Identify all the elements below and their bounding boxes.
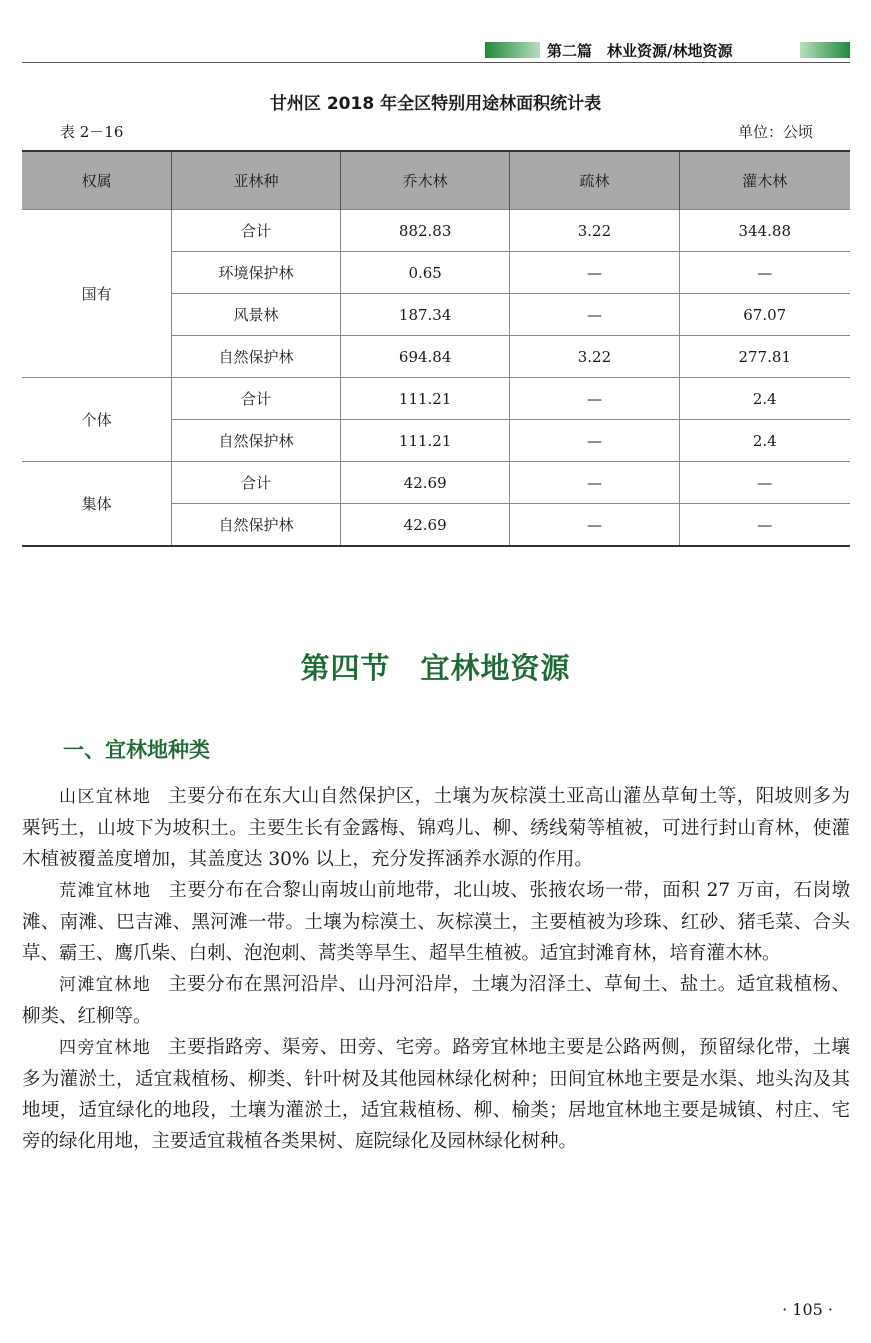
- table-cell: 自然保护林: [172, 420, 341, 462]
- table-cell: —: [510, 504, 679, 547]
- table-cell: —: [679, 252, 850, 294]
- paragraph-term: 山区宜林地: [59, 787, 152, 807]
- page-number: · 105 ·: [782, 1300, 833, 1319]
- table-cell: 3.22: [510, 210, 679, 252]
- table-cell: 111.21: [340, 420, 510, 462]
- table-cell: 环境保护林: [172, 252, 341, 294]
- table-cell: 187.34: [340, 294, 510, 336]
- paragraph-term: 河滩宜林地: [59, 975, 152, 995]
- table-cell: 3.22: [510, 336, 679, 378]
- paragraph-term: 荒滩宜林地: [59, 881, 152, 901]
- table-cell: 42.69: [340, 504, 510, 547]
- table-row: [22, 210, 850, 252]
- table-cell: 2.4: [679, 378, 850, 420]
- table-cell: 42.69: [340, 462, 510, 504]
- header-rule: [22, 62, 850, 63]
- paragraph-mountain: [22, 781, 850, 875]
- paragraph-four-sides: [22, 1032, 850, 1157]
- table-cell: —: [510, 294, 679, 336]
- col-header-sparse: 疏林: [510, 151, 679, 210]
- table-cell: —: [510, 462, 679, 504]
- paragraph-term: 四旁宜林地: [59, 1038, 152, 1058]
- table-cell: 自然保护林: [172, 504, 341, 547]
- forest-area-table: [22, 150, 850, 547]
- table-cell: 自然保护林: [172, 336, 341, 378]
- group-individual: [22, 378, 850, 462]
- owner-cell: 国有: [22, 210, 172, 378]
- subsection-title: 一、宜林地种类: [63, 738, 210, 762]
- paragraph-text: 主要分布在东大山自然保护区，土壤为灰棕漠土亚高山灌丛草甸土等，阳坡则多为栗钙土，山坡下为坡积土。主要生长有金露梅、锦鸡儿、柳、绣线菊等植被，可进行封山育林，使灌木植被覆盖度增加，其盖度达 30% 以上，充分发挥涵养水源的作用。: [22, 786, 850, 870]
- col-header-arbor: 乔木林: [340, 151, 510, 210]
- header-decor-bar-left: [485, 42, 540, 58]
- table-cell: 风景林: [172, 294, 341, 336]
- table-unit: 单位：公顷: [737, 123, 813, 141]
- table-cell: 2.4: [679, 420, 850, 462]
- paragraph-riverbank: [22, 969, 850, 1032]
- col-header-subtype: 亚林种: [172, 151, 341, 210]
- table-cell: 67.07: [679, 294, 850, 336]
- table-cell: —: [679, 462, 850, 504]
- running-header-text: 第二篇 林业资源/林地资源: [547, 42, 733, 60]
- header-decor-bar-right: [800, 42, 850, 58]
- table-cell: 111.21: [340, 378, 510, 420]
- table-cell: —: [510, 420, 679, 462]
- table-row: [22, 378, 850, 420]
- table-cell: —: [679, 504, 850, 547]
- running-header: [485, 40, 850, 60]
- table-row: [22, 462, 850, 504]
- table-cell: 694.84: [340, 336, 510, 378]
- paragraph-text: 主要指路旁、渠旁、田旁、宅旁。路旁宜林地主要是公路两侧，预留绿化带，土壤多为灌淤土，适宜栽植杨、柳类、针叶树及其他园林绿化树种；田间宜林地主要是水渠、地头沟及其地埂，适宜绿化的地段，土壤为灌淤土，适宜栽植杨、柳、榆类；居地宜林地主要是城镇、村庄、宅旁的绿化用地，主要适宜栽植各类果树、庭院绿化及园林绿化树种。: [22, 1037, 850, 1152]
- table-title: 甘州区 2018 年全区特别用途林面积统计表: [269, 94, 602, 114]
- table-header-row: [22, 151, 850, 210]
- col-header-shrub: 灌木林: [679, 151, 850, 210]
- table-cell: 882.83: [340, 210, 510, 252]
- table-cell: 0.65: [340, 252, 510, 294]
- group-state-owned: [22, 210, 850, 378]
- table-cell: —: [510, 252, 679, 294]
- table-cell: 合计: [172, 378, 341, 420]
- body-text: [22, 781, 850, 1157]
- table-cell: 合计: [172, 210, 341, 252]
- table-cell: —: [510, 378, 679, 420]
- paragraph-text: 主要分布在黑河沿岸、山丹河沿岸，土壤为沼泽土、草甸土、盐土。适宜栽植杨、柳类、红柳等。: [22, 974, 850, 1027]
- owner-cell: 个体: [22, 378, 172, 462]
- col-header-owner: 权属: [22, 151, 172, 210]
- group-collective: [22, 462, 850, 547]
- paragraph-text: 主要分布在合黎山南坡山前地带，北山坡、张掖农场一带，面积 27 万亩，石岗墩滩、南滩、巴吉滩、黑河滩一带。土壤为棕漠土、灰棕漠土，主要植被为珍珠、红砂、猪毛菜、合头草、霸王、鹰爪柴、白刺、泡泡刺、蒿类等旱生、超旱生植被。适宜封滩育林，培育灌木林。: [22, 880, 851, 964]
- table-cell: 344.88: [679, 210, 850, 252]
- table-cell: 合计: [172, 462, 341, 504]
- paragraph-wasteland: [22, 875, 850, 969]
- table-cell: 277.81: [679, 336, 850, 378]
- owner-cell: 集体: [22, 462, 172, 547]
- table-number: 表 2－16: [60, 123, 124, 141]
- section-title: 第四节 宜林地资源: [300, 651, 571, 685]
